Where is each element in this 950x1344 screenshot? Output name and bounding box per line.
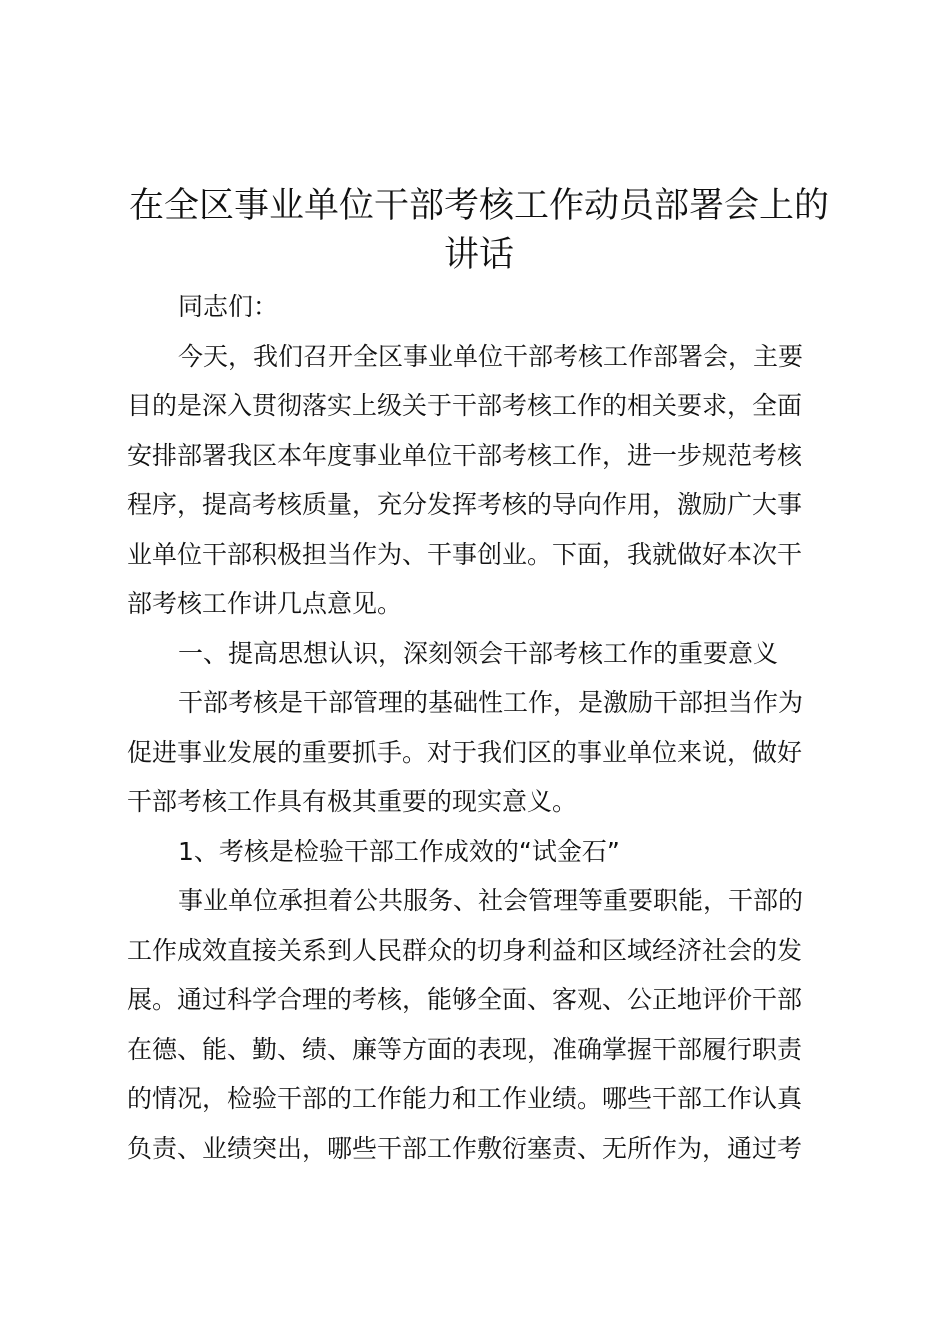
paragraph-line: 事业单位承担着公共服务、社会管理等重要职能，干部的 [178, 886, 804, 915]
paragraph-line: 展。通过科学合理的考核，能够全面、客观、公正地评价干部 [127, 985, 803, 1014]
paragraph-line: 在德、能、勤、绩、廉等方面的表现，准确掌握干部履行职责 [127, 1034, 803, 1064]
section-paragraph [127, 678, 831, 827]
salutation: 同志们： [178, 292, 279, 321]
paragraph-line: 今天，我们召开全区事业单位干部考核工作部署会，主要 [178, 341, 804, 371]
paragraph-line: 干部考核工作具有极其重要的现实意义。 [127, 787, 578, 816]
title-line: 在全区事业单位干部考核工作动员部署会上的 [128, 186, 829, 226]
paragraph-line: 负责、业绩突出，哪些干部工作敷衍塞责、无所作为，通过考 [127, 1133, 803, 1163]
paragraph-line: 工作成效直接关系到人民群众的切身利益和区域经济社会的发 [127, 935, 803, 965]
paragraph-line: 业单位干部积极担当作为、干事创业。下面，我就做好本次干 [127, 539, 803, 569]
paragraph-line: 促进事业发展的重要抓手。对于我们区的事业单位来说，做好 [127, 737, 803, 767]
paragraph-line: 程序，提高考核质量，充分发挥考核的导向作用，激励广大事 [127, 490, 803, 519]
paragraph-line: 安排部署我区本年度事业单位干部考核工作，进一步规范考核 [127, 440, 803, 470]
paragraph-line: 的情况，检验干部的工作能力和工作业绩。哪些干部工作认真 [127, 1084, 803, 1113]
document-page [127, 182, 831, 1173]
subsection-heading: 1、考核是检验干部工作成效的“试金石” [178, 836, 620, 866]
paragraph-line: 干部考核是干部管理的基础性工作，是激励干部担当作为 [178, 688, 804, 717]
paragraph-line: 部考核工作讲几点意见。 [127, 589, 403, 618]
title-line: 讲话 [443, 235, 514, 275]
section-heading: 一、提高思想认识，深刻领会干部考核工作的重要意义 [178, 638, 779, 668]
paragraph-line: 目的是深入贯彻落实上级关于干部考核工作的相关要求，全面 [127, 391, 803, 420]
document-title [127, 182, 831, 280]
subsection-paragraph [127, 876, 831, 1173]
intro-paragraph [127, 332, 831, 629]
